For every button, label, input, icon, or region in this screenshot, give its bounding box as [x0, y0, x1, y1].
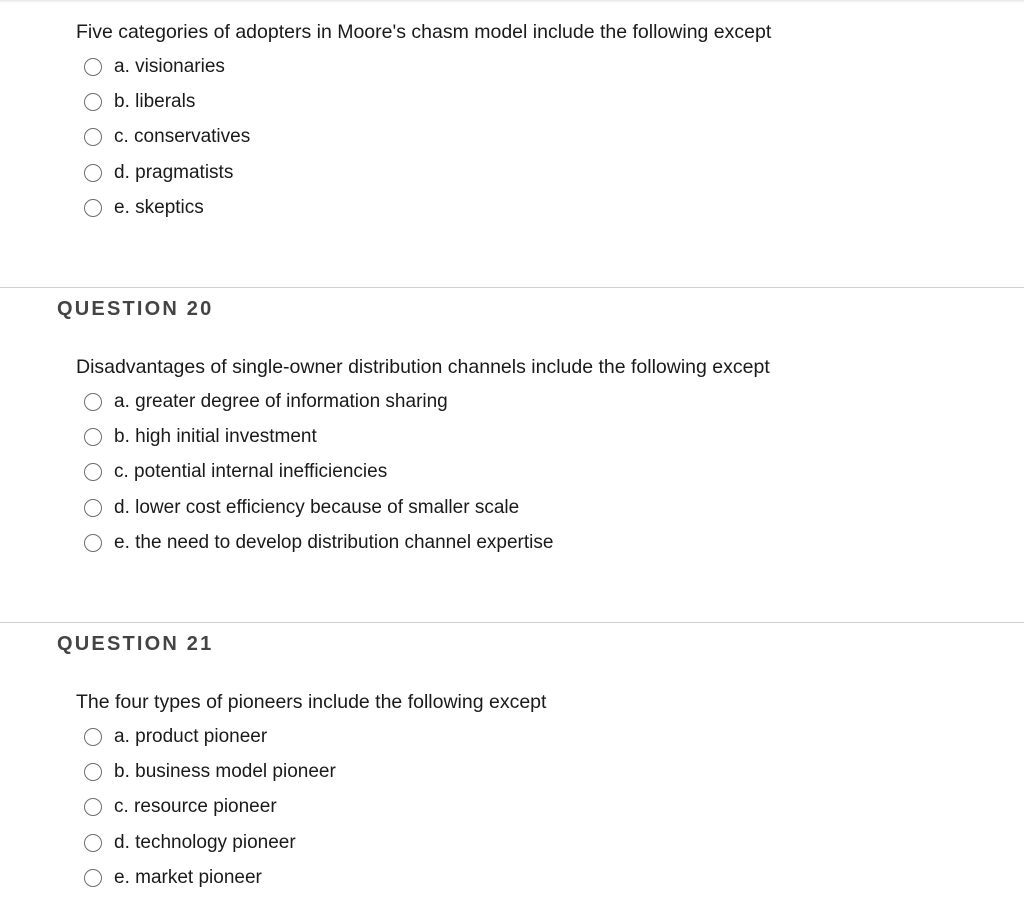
option-e[interactable] — [84, 191, 250, 226]
option-label[interactable]: e. skeptics — [114, 197, 204, 219]
radio-button[interactable] — [84, 728, 102, 746]
option-label[interactable]: a. product pioneer — [114, 725, 268, 747]
question-divider — [0, 287, 1024, 288]
option-e[interactable] — [84, 526, 553, 561]
radio-button[interactable] — [84, 164, 102, 182]
radio-button[interactable] — [84, 58, 102, 76]
option-b[interactable] — [84, 84, 250, 119]
radio-button[interactable] — [84, 499, 102, 517]
question-prompt: Disadvantages of single-owner distribution channels include the following except — [76, 356, 770, 378]
option-label[interactable]: d. pragmatists — [114, 161, 234, 183]
option-label[interactable]: c. potential internal inefficiencies — [114, 461, 388, 483]
option-a[interactable] — [84, 384, 553, 419]
option-e[interactable] — [84, 861, 336, 896]
radio-button[interactable] — [84, 428, 102, 446]
option-label[interactable]: c. conservatives — [114, 126, 251, 148]
question-divider — [0, 622, 1024, 623]
option-label[interactable]: b. business model pioneer — [114, 761, 336, 783]
radio-button[interactable] — [84, 534, 102, 552]
option-label[interactable]: b. high initial investment — [114, 426, 317, 448]
option-a[interactable] — [84, 719, 336, 754]
option-label[interactable]: b. liberals — [114, 91, 196, 113]
option-label[interactable]: e. market pioneer — [114, 867, 262, 889]
radio-button[interactable] — [84, 393, 102, 411]
radio-button[interactable] — [84, 834, 102, 852]
answer-options — [84, 719, 336, 896]
option-b[interactable] — [84, 754, 336, 789]
option-label[interactable]: a. greater degree of information sharing — [114, 390, 448, 412]
radio-button[interactable] — [84, 128, 102, 146]
top-border — [0, 0, 1024, 3]
option-label[interactable]: d. lower cost efficiency because of smaller scale — [114, 496, 520, 518]
radio-button[interactable] — [84, 93, 102, 111]
option-c[interactable] — [84, 120, 250, 155]
question-header: QUESTION 21 — [57, 633, 214, 655]
question-prompt: The four types of pioneers include the following except — [76, 691, 547, 713]
option-d[interactable] — [84, 155, 250, 190]
option-d[interactable] — [84, 490, 553, 525]
answer-options — [84, 384, 553, 561]
radio-button[interactable] — [84, 463, 102, 481]
option-c[interactable] — [84, 790, 336, 825]
option-b[interactable] — [84, 419, 553, 454]
radio-button[interactable] — [84, 798, 102, 816]
option-label[interactable]: d. technology pioneer — [114, 831, 296, 853]
option-label[interactable]: c. resource pioneer — [114, 796, 277, 818]
radio-button[interactable] — [84, 869, 102, 887]
question-prompt: Five categories of adopters in Moore's chasm model include the following except — [76, 21, 772, 43]
option-c[interactable] — [84, 455, 553, 490]
option-label[interactable]: a. visionaries — [114, 55, 225, 77]
answer-options — [84, 49, 250, 226]
option-label[interactable]: e. the need to develop distribution channel expertise — [114, 532, 554, 554]
question-header: QUESTION 20 — [57, 298, 214, 320]
option-a[interactable] — [84, 49, 250, 84]
radio-button[interactable] — [84, 199, 102, 217]
radio-button[interactable] — [84, 763, 102, 781]
option-d[interactable] — [84, 825, 336, 860]
